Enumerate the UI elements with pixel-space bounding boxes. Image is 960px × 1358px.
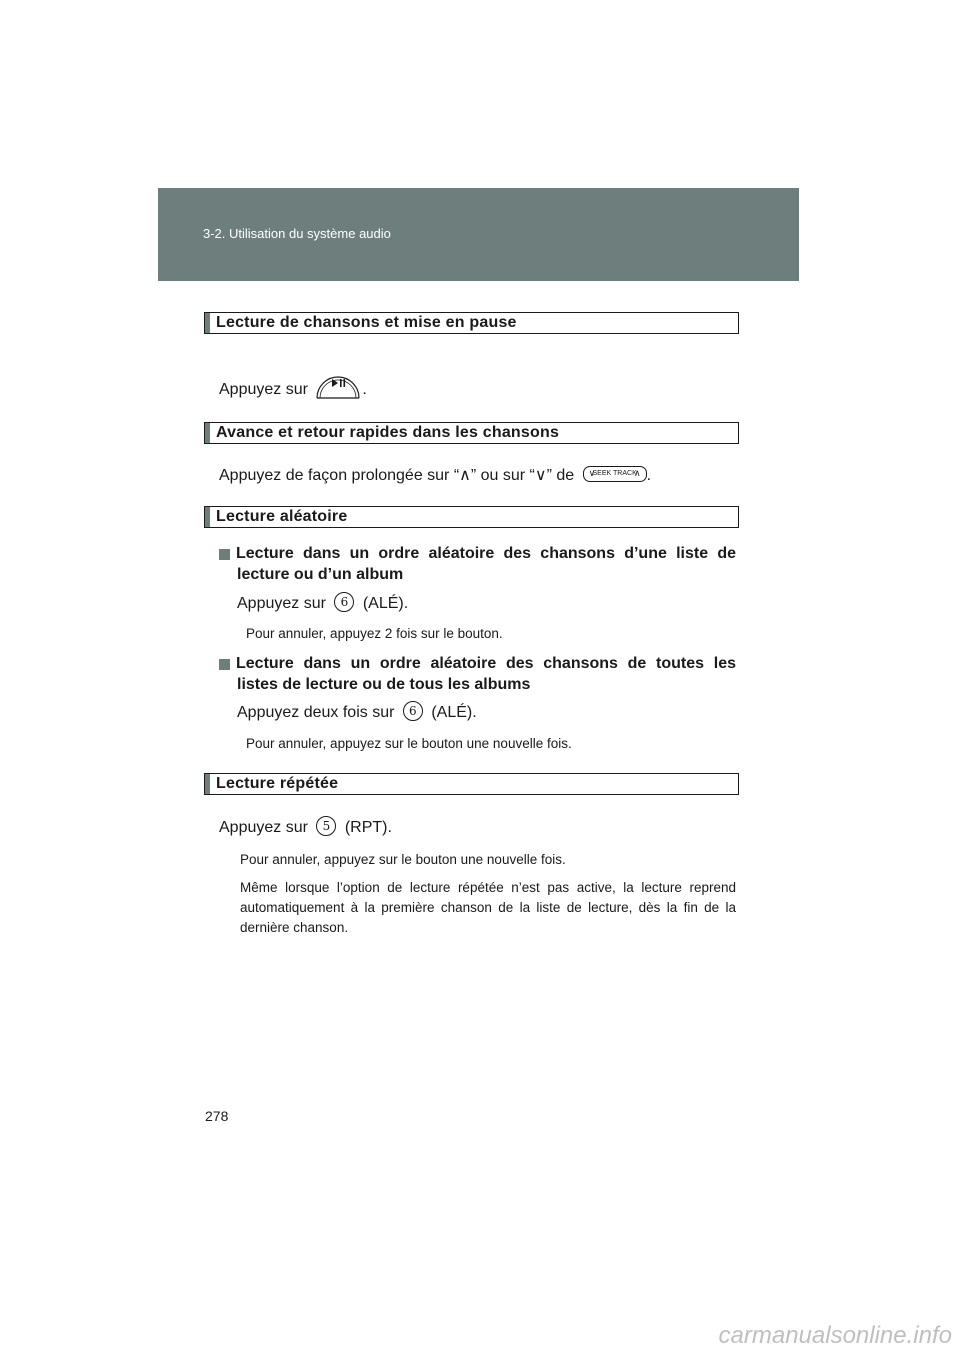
page-number: 278: [205, 1108, 229, 1124]
section-label: Lecture répétée: [216, 775, 339, 792]
button-6-icon: 6: [403, 701, 423, 721]
seek-track-button-icon: ∨ SEEK TRACK ∧: [583, 466, 647, 482]
repeat-instruction: Appuyez sur 5 (RPT).: [219, 818, 392, 838]
section-label: Lecture aléatoire: [216, 508, 348, 525]
random-item-2-instruction: Appuyez deux fois sur 6 (ALÉ).: [237, 703, 477, 723]
random-item-2-title: Lecture dans un ordre aléatoire des chansons de toutes les listes de lecture ou de tous les albums: [219, 655, 736, 694]
repeat-note-1: Pour annuler, appuyez sur le bouton une nouvelle fois.: [240, 852, 566, 867]
repeat-note-2: Même lorsque l’option de lecture répétée n’est pas active, la lecture reprend automatiquement à la première chanson de la liste de lecture, dès la fin de la dernière chanson.: [240, 880, 736, 935]
section-accent: [205, 313, 210, 333]
section-accent: [205, 774, 210, 794]
section-title-repeat: [204, 773, 739, 795]
random-item-1-instruction: Appuyez sur 6 (ALÉ).: [237, 594, 408, 614]
section-label: Avance et retour rapides dans les chansons: [216, 424, 560, 441]
bullet-square-icon: [219, 659, 230, 670]
seek-instruction: Appuyez de façon prolongée sur “∧” ou sur “∨” de ∨ SEEK TRACK ∧ .: [219, 467, 652, 484]
watermark: carmanualsonline.info: [718, 1322, 952, 1349]
random-item-1-title: Lecture dans un ordre aléatoire des chansons d’une liste de lecture ou d’un album: [219, 545, 736, 584]
section-label: Lecture de chansons et mise en pause: [216, 314, 517, 331]
bullet-square-icon: [219, 549, 230, 560]
random-item-1-note: Pour annuler, appuyez 2 fois sur le bouton.: [246, 626, 503, 641]
random-item-2-note: Pour annuler, appuyez sur le bouton une nouvelle fois.: [246, 736, 572, 751]
play-pause-button-icon: [314, 368, 362, 404]
section-accent: [205, 423, 210, 443]
button-5-icon: 5: [316, 816, 336, 836]
play-instruction: Appuyez sur .: [219, 372, 367, 408]
header-band: [158, 188, 799, 281]
section-header: 3-2. Utilisation du système audio: [203, 226, 391, 241]
button-6-icon: 6: [334, 592, 354, 612]
section-title-seek: [204, 422, 739, 444]
section-title-random: [204, 506, 739, 528]
section-title-play-pause: [204, 312, 739, 334]
section-accent: [205, 507, 210, 527]
